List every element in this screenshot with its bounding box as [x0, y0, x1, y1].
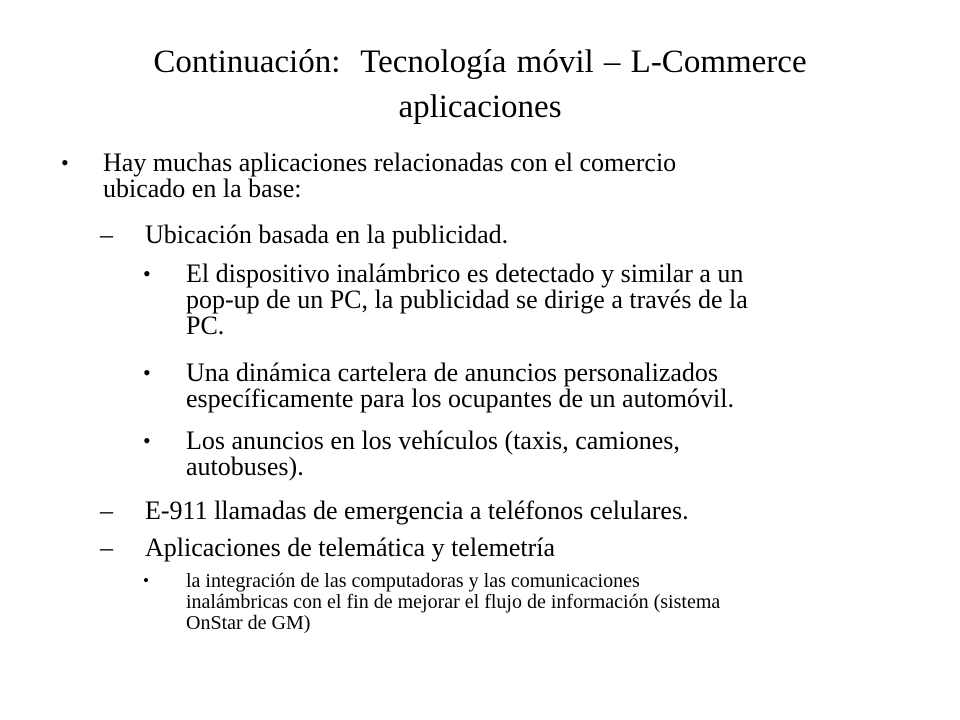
slide-title-line: Continuación: Tecnología móvil – L-Commerce	[153, 44, 807, 80]
bullet-marker: •	[61, 150, 69, 175]
bullet-text-line: pop-up de un PC, la publicidad se dirige a través de la	[186, 285, 748, 314]
bullet-text-line: OnStar de GM)	[186, 612, 311, 634]
slide-title	[60, 40, 900, 130]
bullet-text-line: Hay muchas aplicaciones relacionadas con el comercio	[103, 148, 677, 177]
bullet-text-line: específicamente para los ocupantes de un automóvil.	[186, 384, 734, 413]
dash-marker: –	[100, 496, 113, 525]
dash-text-line: Ubicación basada en la publicidad.	[145, 220, 509, 249]
dash-item-e911	[100, 496, 689, 525]
sub-bullet-item-device	[143, 259, 748, 340]
bullet-text-line: Una dinámica cartelera de anuncios personalizados	[186, 358, 719, 387]
sub-bullet-item-telematics-detail	[143, 570, 721, 634]
bullet-text-line: autobuses).	[186, 452, 304, 481]
dash-marker: –	[100, 533, 113, 562]
bullet-marker: •	[143, 428, 151, 453]
bullet-text-line: Los anuncios en los vehículos (taxis, camiones,	[186, 426, 680, 455]
bullet-marker: •	[143, 261, 151, 286]
slide-title-line: aplicaciones	[398, 89, 562, 125]
bullet-text-line: PC.	[186, 311, 225, 340]
sub-bullet-item-vehicles	[143, 426, 680, 481]
dash-text-line: Aplicaciones de telemática y telemetría	[145, 533, 556, 562]
dash-item-ads	[100, 220, 509, 249]
bullet-text-line: inalámbricas con el fin de mejorar el flujo de información (sistema	[186, 591, 721, 613]
bullet-text-line: ubicado en la base:	[103, 174, 302, 203]
bullet-item-intro	[61, 148, 677, 203]
bullet-marker: •	[143, 360, 151, 385]
dash-marker: –	[100, 220, 113, 249]
bullet-marker: •	[143, 571, 149, 590]
dash-item-telematics	[100, 533, 556, 562]
bullet-text-line: la integración de las computadoras y las comunicaciones	[186, 570, 640, 592]
sub-bullet-item-billboard	[143, 358, 734, 413]
dash-text-line: E-911 llamadas de emergencia a teléfonos celulares.	[145, 496, 689, 525]
bullet-text-line: El dispositivo inalámbrico es detectado y similar a un	[186, 259, 744, 288]
